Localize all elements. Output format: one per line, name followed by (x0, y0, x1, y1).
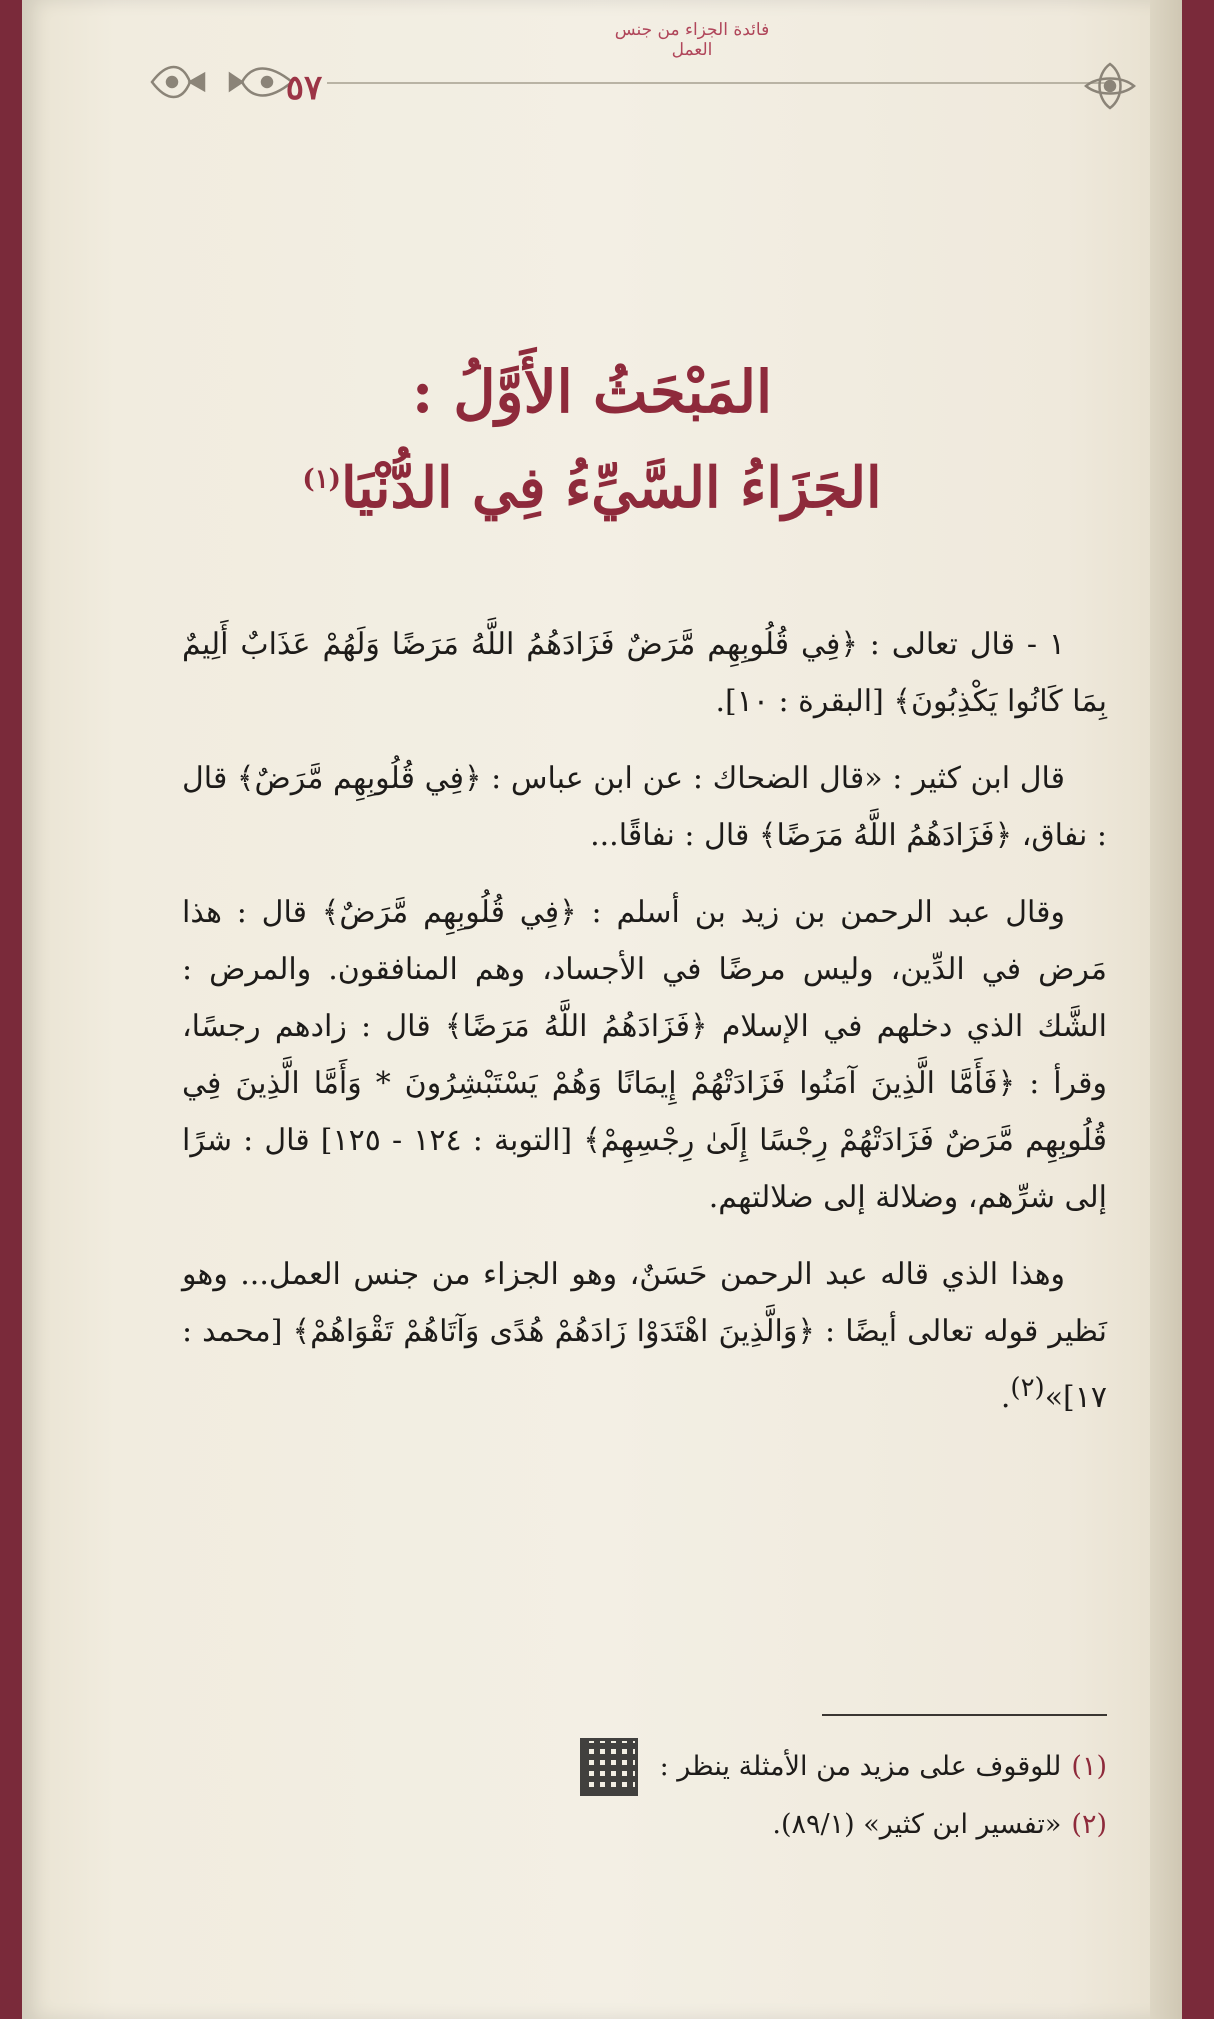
body-text (182, 616, 1107, 1446)
footnote-2 (182, 1796, 1107, 1854)
paragraph-4-end: . (1000, 1380, 1011, 1415)
footnote-1 (182, 1738, 1107, 1796)
chapter-subtitle (142, 455, 1042, 521)
footnote-ref-1: (١) (302, 464, 341, 495)
footnote-rule (822, 1714, 1107, 1716)
paragraph-4 (182, 1246, 1107, 1426)
paragraph-1: ١ - قال تعالى : ﴿فِي قُلُوبِهِم مَّرَضٌ فَزَادَهُمُ اللَّهُ مَرَضًا وَلَهُمْ عَذَابٌ أَلِيمٌ بِمَا كَانُوا يَكْذِبُونَ﴾ [البقرة : ١٠]. (182, 627, 1107, 719)
running-head: فائدة الجزاء من جنس العمل (614, 20, 770, 60)
chapter-title: المَبْحَثُ الأَوَّلُ : (411, 358, 773, 426)
book-page (22, 0, 1182, 2019)
paragraph-4-text: وهذا الذي قاله عبد الرحمن حَسَنٌ، وهو الجزاء من جنس العمل... وهو نَظير قوله تعالى أيضًا : ﴿وَالَّذِينَ اهْتَدَوْا زَادَهُمْ هُدًى وَآتَاهُمْ تَقْوَاهُمْ﴾ [محمد : ١٧]» (182, 1257, 1107, 1415)
chapter-subtitle-text: الجَزَاءُ السَّيِّءُ فِي الدُّنْيَا (340, 455, 882, 521)
header-rule (327, 82, 1107, 84)
footnote-text: «تفسير ابن كثير» (٨٩/١). (772, 1809, 1062, 1840)
page-edge (1150, 0, 1182, 2019)
footnote-ref-2: (٢) (1010, 1373, 1045, 1403)
footnotes (182, 1738, 1107, 1854)
footnote-text: للوقوف على مزيد من الأمثلة ينظر : (659, 1751, 1062, 1782)
paragraph-3: وقال عبد الرحمن بن زيد بن أسلم : ﴿فِي قُلُوبِهِم مَّرَضٌ﴾ قال : هذا مَرض في الدِّين، وليس مرضًا في الأجساد، وهم المنافقون. والمرض : الشَّك الذي دخلهم في الإسلام ﴿فَزَادَهُمُ اللَّهُ مَرَضًا﴾ قال : زادهم رجسًا، وقرأ : ﴿فَأَمَّا الَّذِينَ آمَنُوا فَزَادَتْهُمْ إِيمَانًا وَهُمْ يَسْتَبْشِرُونَ * وَأَمَّا الَّذِينَ فِي قُلُوبِهِم مَّرَضٌ فَزَادَتْهُمْ رِجْسًا إِلَىٰ رِجْسِهِمْ﴾ [التوبة : ١٢٤ - ١٢٥] قال : شرًا إلى شرِّهم، وضلالة إلى ضلالتهم. (182, 895, 1107, 1215)
footnote-number: (١) (1071, 1751, 1107, 1782)
footnote-number: (٢) (1071, 1809, 1107, 1840)
qr-code-icon (580, 1738, 638, 1796)
paragraph-2: قال ابن كثير : «قال الضحاك : عن ابن عباس : ﴿فِي قُلُوبِهِم مَّرَضٌ﴾ قال : نفاق، ﴿فَزَادَهُمُ اللَّهُ مَرَضًا﴾ قال : نفاقًا... (182, 761, 1107, 853)
page-number: ٥٧ (285, 68, 323, 108)
right-ornament-icon (1080, 58, 1140, 114)
